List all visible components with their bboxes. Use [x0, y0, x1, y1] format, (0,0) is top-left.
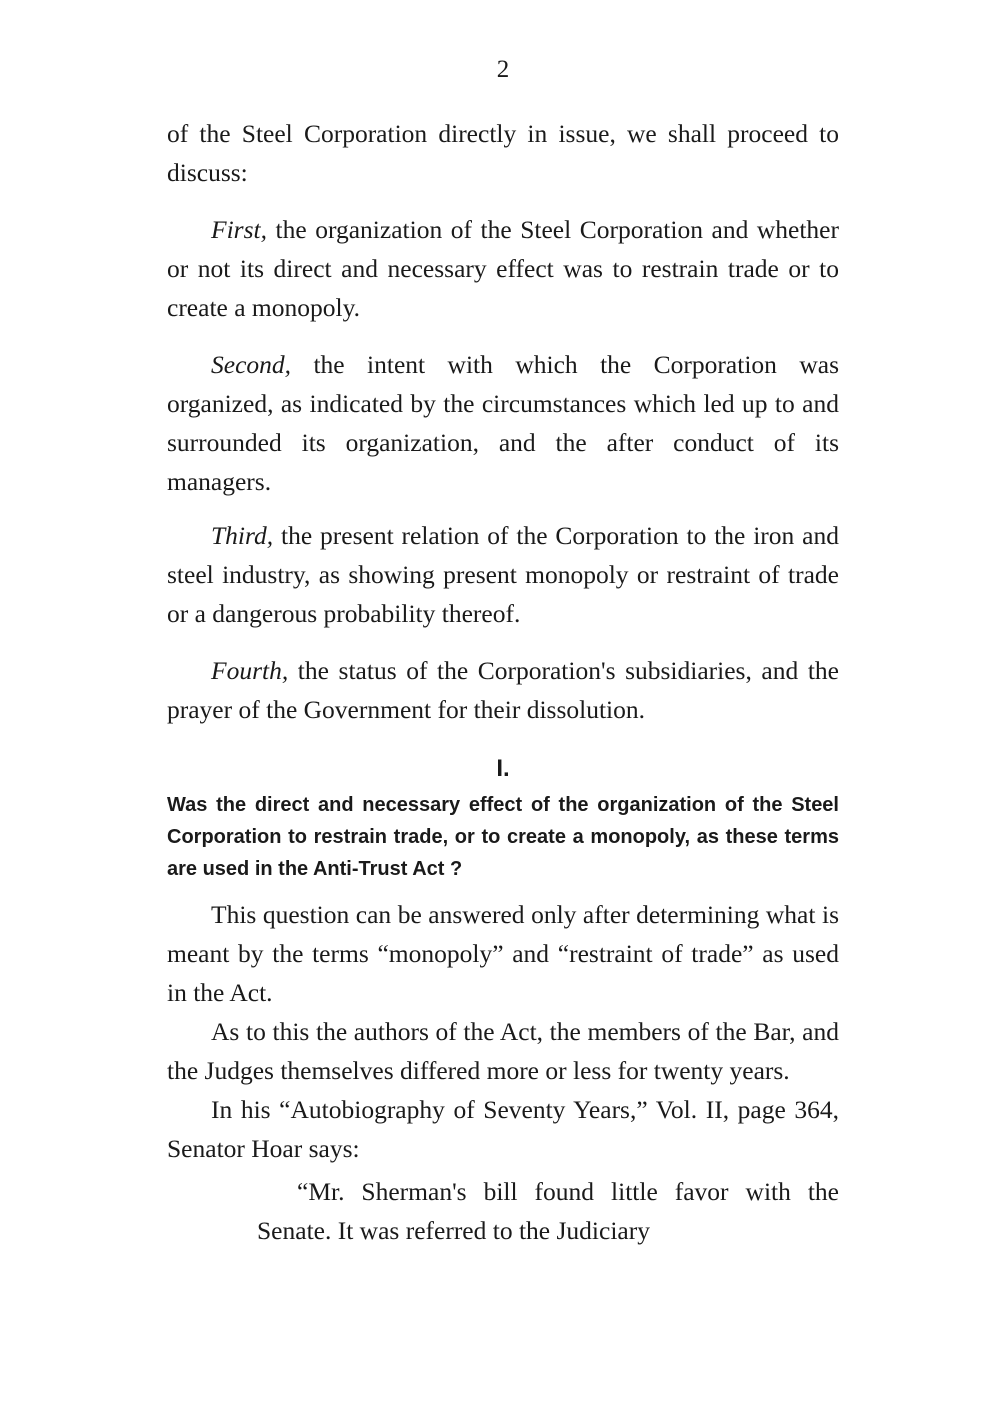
point-second-text: the intent with which the Corporation was organized, as indicated by the circumstances which led up to and surrounded its organization, and the after conduct of its managers. [167, 350, 839, 496]
point-first-text: the organization of the Steel Corporation and whether or not its direct and necessary effect was to restrain trade or to create a monopoly. [167, 215, 839, 322]
section-number: I. [496, 755, 510, 782]
point-fourth-paragraph [167, 651, 839, 729]
section-heading: Was the direct and necessary effect of the organization of the Steel Corporation to restrain trade, or to create a monopoly, as these terms are used in the Anti-Trust Act ? [167, 794, 839, 880]
point-first-lead: First, [211, 215, 267, 244]
page-number: 2 [496, 56, 510, 83]
point-third-lead: Third, [211, 521, 274, 550]
body-paragraph-authors: As to this the authors of the Act, the members of the Bar, and the Judges themselves differed more or less for twenty years. [167, 1017, 839, 1085]
body-paragraph-autobiography: In his “Autobiography of Seventy Years,” Vol. II, page 364, Senator Hoar says: [167, 1095, 839, 1163]
intro-paragraph: of the Steel Corporation directly in issue, we shall proceed to discuss: [167, 119, 839, 187]
point-first-paragraph [167, 210, 839, 327]
point-second-lead: Second, [211, 350, 292, 379]
point-second-paragraph [167, 345, 839, 501]
point-third-text: the present relation of the Corporation to the iron and steel industry, as showing present monopoly or restraint of trade or a dangerous probability thereof. [167, 521, 839, 628]
point-third-paragraph [167, 516, 839, 633]
block-quote: “Mr. Sherman's bill found little favor with the Senate. It was referred to the Judiciary [257, 1177, 839, 1245]
body-paragraph-question: This question can be answered only after determining what is meant by the terms “monopoly” and “restraint of trade” as used in the Act. [167, 900, 839, 1007]
point-fourth-text: the status of the Corporation's subsidiaries, and the prayer of the Government for their dissolution. [167, 656, 839, 724]
point-fourth-lead: Fourth, [211, 656, 289, 685]
document-page [167, 56, 839, 1250]
